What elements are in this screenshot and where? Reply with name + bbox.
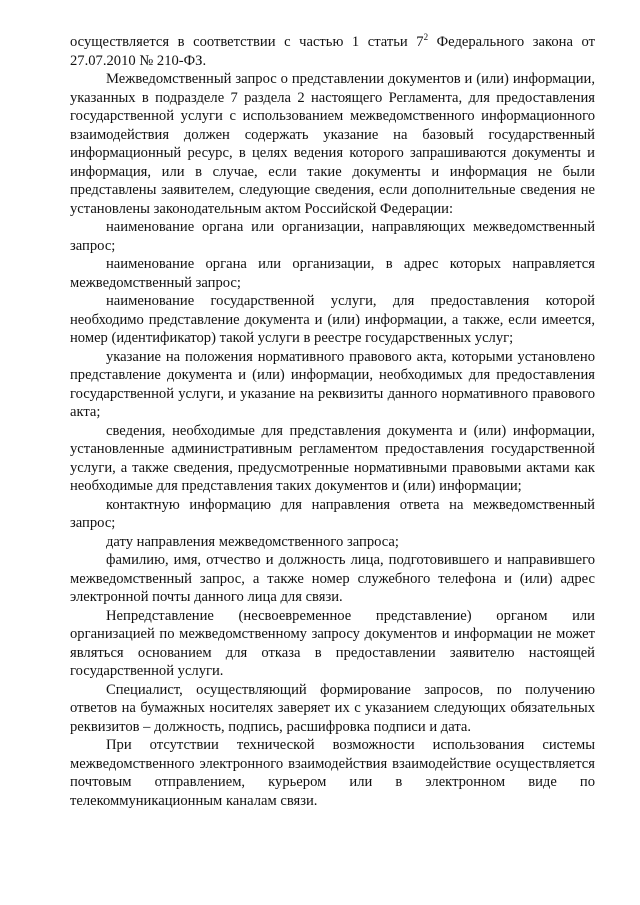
paragraph-no-technical-capability: При отсутствии технической возможности использования системы межведомственного электронного взаимодействия взаимодействие осуществляется почтовым отправлением, курьером или в электронном виде по телекоммуникационным каналам связи. — [70, 737, 595, 809]
list-item-contact-info: контактную информацию для направления ответа на межведомственный запрос; — [70, 496, 595, 531]
list-item-responsible-person: фамилию, имя, отчество и должность лица, подготовившего и направившего межведомственный запрос, а также номер служебного телефона и (или) адрес электронной почты данного лица для связи. — [70, 552, 595, 605]
list-item-request-date: дату направления межведомственного запроса; — [106, 533, 399, 550]
list-item-legal-act: указание на положения нормативного правового акта, которыми установлено представление документа и (или) информации, необходимых для предоставления государственной услуги, и указание на реквизиты данного нормативного правового акта; — [70, 348, 595, 420]
list-item-recipient-body: наименование органа или организации, в адрес которых направляется межведомственный запрос; — [70, 256, 595, 291]
list-item-service-name: наименование государственной услуги, для предоставления которой необходимо представление документа и (или) информации, а также, если имеется, номер (идентификатор) такой услуги в реестре государственных услуг; — [70, 293, 595, 346]
paragraph-continuation — [70, 33, 595, 70]
paragraph-interagency-request: Межведомственный запрос о представлении документов и (или) информации, указанных в подразделе 7 раздела 2 настоящего Регламента, для предоставления государственной услуги с использованием межведомственного информационного взаимодействия должен содержать указание на базовый государственный информационный ресурс, в целях ведения которого запрашиваются документы и информация, или в случае, если такие документы и информация не были представлены заявителем, следующие сведения, если дополнительные сведения не установлены законодательным актом Российской Федерации: — [70, 71, 595, 217]
document-page — [70, 33, 595, 810]
list-item-requesting-body: наименование органа или организации, направляющих межведомственный запрос; — [70, 219, 595, 254]
paragraph-specialist: Специалист, осуществляющий формирование запросов, по получению ответов на бумажных носителях заверяет их с указанием следующих обязательных реквизитов – должность, подпись, расшифровка подписи и дата. — [70, 681, 595, 735]
superscript-article-index: 2 — [423, 32, 429, 42]
list-item-required-info: сведения, необходимые для представления документа и (или) информации, установленные административным регламентом предоставления государственной услуги, а также сведения, предусмотренные нормативными правовыми актами как необходимые для представления таких документов и (или) информации; — [70, 422, 595, 494]
paragraph-non-submission: Непредставление (несвоевременное представление) органом или организацией по межведомственному запросу документов и информации не может являться основанием для отказа в предоставлении заявителю настоящей государственной услуги. — [70, 607, 595, 679]
paragraph-continuation-text-after: Федерального закона от 27.07.2010 № 210-ФЗ. — [70, 34, 595, 69]
paragraph-continuation-text-before: осуществляется в соответствии с частью 1 статьи 7 — [70, 34, 424, 50]
